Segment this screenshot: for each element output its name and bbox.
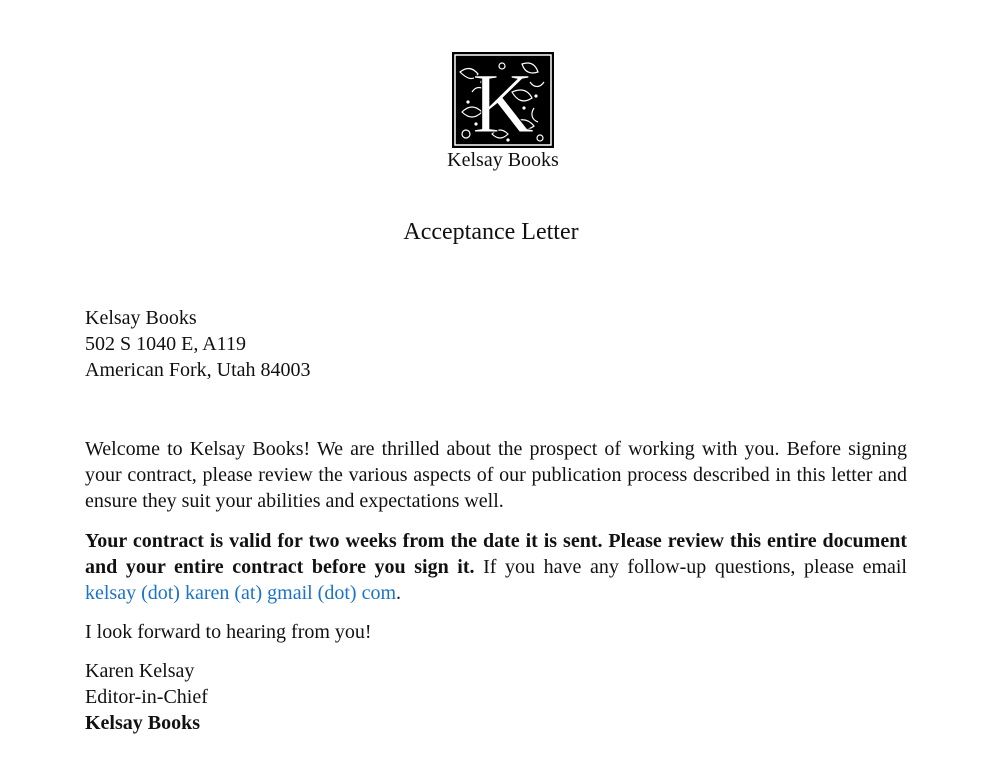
- address-line-company: Kelsay Books: [85, 307, 197, 329]
- svg-text:K: K: [471, 55, 535, 148]
- signer-name: Karen Kelsay: [85, 660, 195, 682]
- address-line-city: American Fork, Utah 84003: [85, 359, 311, 381]
- contract-validity-notice: Your contract is valid for two weeks from the date it is sent. Please review this entire document and your entire contract before you sign it.: [85, 530, 907, 578]
- signer-company: Kelsay Books: [85, 712, 201, 734]
- address-line-street: 502 S 1040 E, A119: [85, 333, 246, 355]
- signature-block: [85, 658, 208, 736]
- signer-role: Editor-in-Chief: [85, 686, 208, 708]
- email-suffix: .: [396, 582, 401, 604]
- brand-name: Kelsay Books: [447, 149, 559, 171]
- follow-up-text: If you have any follow-up questions, please email: [474, 556, 907, 578]
- mailing-address: [85, 305, 311, 383]
- ornamental-letter-k-icon: [452, 52, 554, 148]
- closing-paragraph: I look forward to hearing from you!: [85, 621, 372, 643]
- document-title: Acceptance Letter: [403, 219, 579, 245]
- contract-paragraph: [85, 528, 907, 606]
- contact-email-link[interactable]: kelsay (dot) karen (at) gmail (dot) com: [85, 582, 396, 604]
- kelsay-books-logo: [452, 52, 554, 148]
- welcome-paragraph: Welcome to Kelsay Books! We are thrilled about the prospect of working with you. Before signing your contract, please review the various aspects of our publication process described in this letter and ensure they suit your abilities and expectations well.: [85, 438, 907, 512]
